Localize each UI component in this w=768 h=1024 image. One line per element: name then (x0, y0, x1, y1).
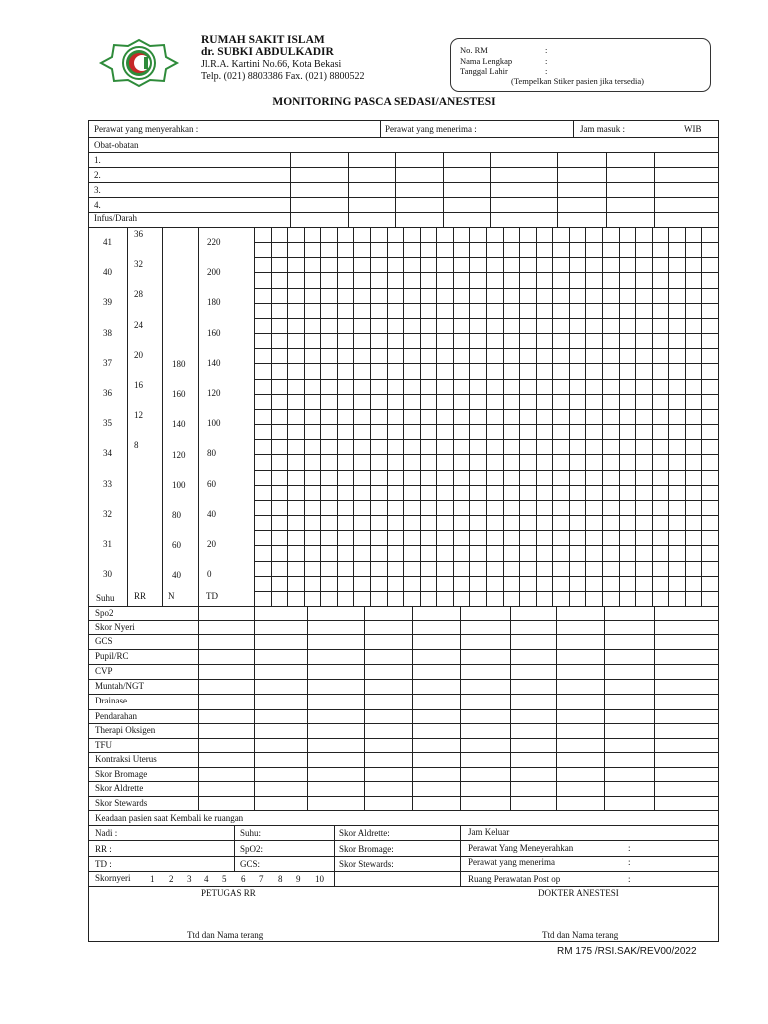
colon: : (545, 45, 548, 55)
grid-line-v (654, 606, 655, 810)
grid-line-h (254, 394, 718, 395)
grid-line-v (348, 152, 349, 227)
grid-line-v (364, 606, 365, 810)
rr-label: RR : (95, 844, 112, 854)
td-tick: 160 (207, 327, 221, 338)
grid-line-v (290, 152, 291, 227)
wib-label: WIB (684, 124, 702, 134)
skornyeri-scale-value: 8 (278, 874, 283, 884)
patient-sticker-box (450, 38, 711, 92)
skornyeri-scale-value: 7 (259, 874, 264, 884)
hospital-crescent-logo-icon (98, 37, 180, 89)
grid-line-v (460, 825, 461, 886)
grid-line-h (88, 137, 718, 138)
jam-keluar-label: Jam Keluar (468, 827, 510, 837)
grid-line-v (510, 606, 511, 810)
grid-line-h (88, 649, 718, 650)
grid-line-v (573, 120, 574, 137)
form-title: MONITORING PASCA SEDASI/ANESTESI (272, 96, 496, 108)
hospital-name: RUMAH SAKIT ISLAM (201, 34, 325, 46)
ttd-dokter-label: Ttd dan Nama terang (542, 930, 619, 940)
grid-line-h (254, 272, 718, 273)
grid-line-v (619, 227, 620, 606)
grid-line-h (88, 840, 718, 841)
rr-tick: 24 (134, 319, 143, 330)
sticker-note: (Tempelkan Stiker pasien jika tersedia) (511, 76, 644, 86)
grid-line-h (88, 781, 718, 782)
jam-masuk-label: Jam masuk : (580, 124, 625, 134)
skornyeri-scale-value: 1 (150, 874, 155, 884)
td-tick: 200 (207, 267, 221, 278)
grid-line-v (162, 227, 163, 606)
grid-line-h (88, 767, 718, 768)
n-tick: 100 (172, 479, 186, 490)
grid-line-v (718, 227, 719, 606)
grid-line-v (604, 606, 605, 810)
grid-line-h (254, 257, 718, 258)
grid-line-v (585, 227, 586, 606)
grid-line-v (436, 227, 437, 606)
spo2-label: SpO2: (240, 844, 264, 854)
td-tick: 80 (207, 448, 216, 459)
colon: : (628, 843, 631, 853)
rr-axis-label: RR (134, 591, 147, 601)
param-label: Skor Aldrette (95, 783, 144, 793)
grid-line-v (370, 227, 371, 606)
param-label: GCS (95, 636, 113, 646)
obat-item-label: 4. (94, 200, 101, 210)
grid-line-v (395, 152, 396, 227)
suhu-tick: 38 (103, 327, 112, 338)
suhu-tick: 41 (103, 237, 112, 247)
n-tick: 60 (172, 540, 181, 551)
td-tick: 100 (207, 418, 221, 429)
grid-line-h (254, 439, 718, 440)
param-label: Kontraksi Uterus (95, 754, 157, 764)
grid-line-h (254, 576, 718, 577)
grid-line-h (88, 664, 718, 665)
stewards-label: Skor Stewards: (339, 859, 394, 869)
grid-line-h (254, 363, 718, 364)
suhu-tick: 40 (103, 267, 112, 278)
skornyeri-scale-value: 9 (296, 874, 301, 884)
nama-label: Nama Lengkap (460, 56, 513, 66)
rr-tick: 16 (134, 380, 143, 390)
suhu-tick: 33 (103, 478, 112, 489)
grid-line-h (254, 348, 718, 349)
skornyeri-label: Skornyeri (95, 873, 131, 883)
n-tick: 160 (172, 389, 186, 400)
hospital-address: Jl.R.A. Kartini No.66, Kota Bekasi (201, 59, 342, 70)
n-tick: 120 (172, 449, 186, 460)
param-label: Skor Nyeri (95, 622, 135, 632)
aldrette-label: Skor Aldrette: (339, 828, 390, 838)
grid-line-h (254, 242, 718, 243)
param-label: Skor Stewards (95, 798, 148, 808)
perawat-yang-menerima-label: Perawat yang menerima (468, 857, 555, 867)
grid-line-v (271, 227, 272, 606)
grid-line-h (88, 679, 718, 680)
rr-tick: 28 (134, 289, 143, 300)
colon: : (545, 66, 548, 76)
grid-line-v (701, 227, 702, 606)
grid-line-h (88, 825, 718, 826)
grid-line-v (606, 152, 607, 227)
grid-line-h (88, 620, 718, 621)
grid-line-v (198, 227, 199, 606)
grid-line-h (88, 856, 718, 857)
grid-line-v (635, 227, 636, 606)
td-tick: 20 (207, 539, 216, 549)
grid-line-v (307, 606, 308, 810)
form-code: RM 175 /RSI.SAK/REV00/2022 (557, 946, 697, 957)
skornyeri-scale-value: 2 (169, 874, 174, 884)
grid-line-v (254, 606, 255, 810)
grid-line-h (88, 871, 718, 872)
grid-line-h (88, 738, 718, 739)
obat-item-label: 2. (94, 170, 101, 180)
suhu-tick: 39 (103, 297, 112, 308)
rr-tick: 20 (134, 349, 143, 360)
dokter-anestesi-label: DOKTER ANESTESI (538, 888, 619, 898)
n-tick: 140 (172, 419, 186, 430)
grid-line-v (469, 227, 470, 606)
rr-tick: 36 (134, 229, 143, 239)
grid-line-h (88, 796, 718, 797)
grid-line-v (519, 227, 520, 606)
n-tick: 80 (172, 510, 181, 520)
grid-line-h (254, 424, 718, 425)
perawat-menyerahkan-label: Perawat yang menyerahkan : (94, 124, 199, 134)
perawat-menerima-label: Perawat yang menerima : (385, 124, 477, 134)
grid-line-h (88, 709, 718, 710)
grid-line-h (88, 810, 718, 811)
td-tick: 60 (207, 478, 216, 489)
suhu-tick: 37 (103, 357, 112, 368)
obat-item-label: 3. (94, 185, 101, 195)
gcs-label: GCS: (240, 859, 261, 869)
param-label: Skor Bromage (95, 769, 148, 779)
suhu-tick: 30 (103, 569, 112, 580)
grid-line-h (88, 886, 718, 887)
grid-line-h (254, 545, 718, 546)
td-tick: 220 (207, 237, 221, 247)
grid-line-v (420, 227, 421, 606)
grid-line-h (254, 409, 718, 410)
td-tick: 120 (207, 388, 221, 398)
td-tick: 0 (207, 569, 212, 580)
hospital-phone: Telp. (021) 8803386 Fax. (021) 8800522 (201, 71, 365, 82)
grid-line-v (287, 227, 288, 606)
grid-line-v (486, 227, 487, 606)
ttd-petugas-label: Ttd dan Nama terang (187, 930, 264, 940)
grid-line-h (254, 333, 718, 334)
param-label: CVP (95, 666, 113, 676)
infus-darah-label: Infus/Darah (94, 213, 137, 223)
grid-line-h (88, 634, 718, 635)
grid-line-h (254, 515, 718, 516)
tgl-lahir-label: Tanggal Lahir (460, 66, 508, 76)
rr-tick: 8 (134, 440, 139, 451)
colon: : (545, 56, 548, 66)
grid-line-h (254, 530, 718, 531)
perawat-yang-meneyerahkan-label: Perawat Yang Meneyerahkan (468, 843, 574, 853)
n-tick: 40 (172, 570, 181, 581)
grid-line-v (556, 606, 557, 810)
colon: : (628, 857, 631, 867)
grid-line-v (453, 227, 454, 606)
grid-line-v (353, 227, 354, 606)
grid-line-v (557, 152, 558, 227)
grid-line-v (234, 825, 235, 871)
grid-line-v (380, 120, 381, 137)
grid-line-v (254, 227, 255, 606)
td-tick: 140 (207, 357, 221, 368)
hospital-logo (98, 37, 180, 89)
grid-line-h (88, 752, 718, 753)
skornyeri-scale-value: 10 (315, 874, 324, 884)
param-label: Therapi Oksigen (95, 725, 156, 735)
grid-line-v (127, 227, 128, 606)
grid-line-v (652, 227, 653, 606)
suhu-tick: 36 (103, 388, 112, 398)
param-label: Drainase (95, 696, 127, 703)
skornyeri-scale-value: 6 (241, 874, 246, 884)
ruang-perawatan-label: Ruang Perawatan Post op (468, 874, 561, 884)
grid-line-h (88, 606, 718, 607)
nadi-label: Nadi : (95, 828, 118, 838)
grid-line-h (254, 591, 718, 592)
grid-line-h (254, 379, 718, 380)
grid-line-h (254, 288, 718, 289)
param-label: Pupil/RC (95, 651, 129, 661)
skornyeri-scale-value: 4 (204, 874, 209, 884)
doctor-name: dr. SUBKI ABDULKADIR (201, 46, 334, 58)
grid-line-v (460, 606, 461, 810)
grid-line-h (254, 454, 718, 455)
grid-line-h (254, 561, 718, 562)
grid-line-h (88, 167, 718, 168)
param-label: TFU (95, 740, 113, 750)
grid-line-h (88, 212, 718, 213)
param-label: Pendarahan (95, 711, 137, 721)
grid-line-v (403, 227, 404, 606)
grid-line-v (552, 227, 553, 606)
grid-line-v (387, 227, 388, 606)
grid-line-v (304, 227, 305, 606)
grid-line-v (412, 606, 413, 810)
skornyeri-scale-value: 3 (187, 874, 192, 884)
grid-line-v (320, 227, 321, 606)
td-tick: 40 (207, 508, 216, 519)
petugas-rr-label: PETUGAS RR (201, 888, 256, 898)
td-axis-label: TD (206, 591, 218, 601)
n-tick: 180 (172, 359, 186, 369)
grid-line-h (254, 303, 718, 304)
grid-line-h (88, 197, 718, 198)
grid-line-h (254, 500, 718, 501)
suhu-tick: 31 (103, 539, 112, 549)
obat-obatan-label: Obat-obatan (94, 140, 139, 150)
no-rm-label: No. RM (460, 45, 488, 55)
grid-line-h (254, 318, 718, 319)
bromage-label: Skor Bromage: (339, 844, 394, 854)
suhu-label: Suhu: (240, 828, 262, 838)
param-label: Spo2 (95, 608, 114, 618)
grid-line-h (254, 485, 718, 486)
grid-line-h (88, 152, 718, 153)
grid-line-v (334, 825, 335, 886)
suhu-tick: 34 (103, 448, 112, 459)
keadaan-title: Keadaan pasien saat Kembali ke ruangan (95, 813, 244, 823)
grid-line-v (337, 227, 338, 606)
grid-line-v (443, 152, 444, 227)
param-label: Muntah/NGT (95, 681, 144, 691)
grid-line-v (490, 152, 491, 227)
suhu-axis-label: Suhu (96, 593, 115, 603)
grid-line-v (654, 152, 655, 227)
grid-line-v (685, 227, 686, 606)
colon: : (628, 874, 631, 884)
td-label: TD : (95, 859, 112, 869)
td-tick: 180 (207, 297, 221, 308)
grid-line-h (88, 723, 718, 724)
rr-tick: 32 (134, 259, 143, 270)
skornyeri-scale-value: 5 (222, 874, 227, 884)
suhu-tick: 35 (103, 418, 112, 429)
obat-item-label: 1. (94, 155, 101, 165)
grid-line-h (88, 694, 718, 695)
grid-line-v (536, 227, 537, 606)
n-axis-label: N (168, 591, 175, 601)
rr-tick: 12 (134, 410, 143, 421)
grid-line-h (254, 470, 718, 471)
grid-line-v (503, 227, 504, 606)
grid-line-v (602, 227, 603, 606)
suhu-tick: 32 (103, 508, 112, 519)
grid-line-h (88, 182, 718, 183)
grid-line-v (198, 606, 199, 810)
grid-line-v (569, 227, 570, 606)
grid-line-v (668, 227, 669, 606)
